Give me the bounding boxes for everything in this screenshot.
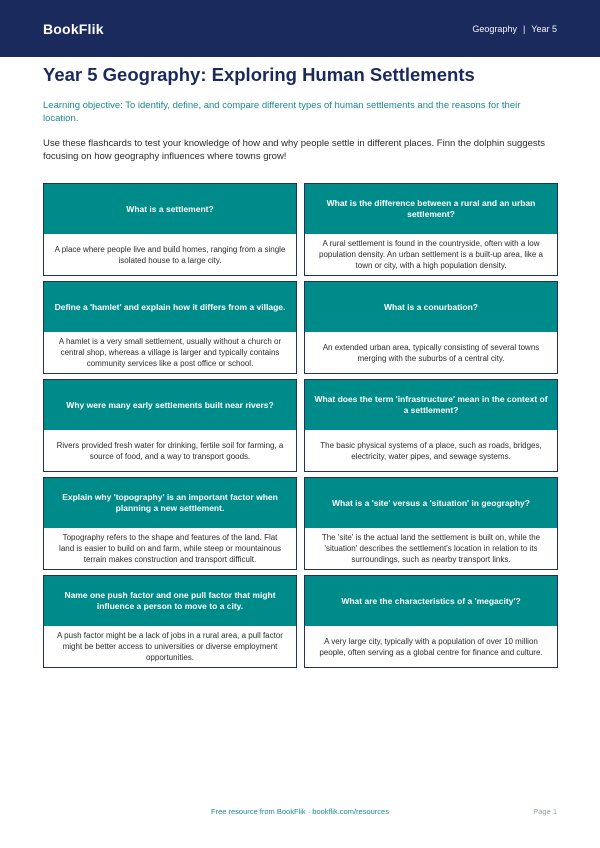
brand-logo[interactable]: BookFlik (43, 20, 104, 37)
flashcard-answer: An extended urban area, typically consisting of several towns merging with the suburbs of a central city. (322, 342, 540, 363)
flashcard-3[interactable] (43, 281, 297, 374)
flashcard-10[interactable] (304, 575, 558, 668)
flashcard-answer: A place where people live and build homes, ranging from a single isolated house to a large city. (54, 244, 286, 265)
flashcard-answer: A very large city, typically with a population of over 10 million people, often serving as a global centre for finance and culture. (319, 636, 543, 657)
flashcard-question: What are the characteristics of a 'megacity'? (305, 576, 557, 626)
flashcard-2[interactable] (304, 183, 558, 276)
flashcard-answer: Topography refers to the shape and features of the land. Flat land is easier to build on and farm, while steep or mountainous terrain makes construction and transport difficult. (59, 533, 281, 564)
footer-resource-link[interactable]: Free resource from BookFlik · bookflik.com/resources (211, 807, 389, 816)
flashcard-7[interactable] (43, 477, 297, 570)
page-title: Year 5 Geography: Exploring Human Settlements (43, 64, 475, 85)
page-number: Page 1 (533, 807, 557, 816)
flashcard-question: Explain why 'topography' is an important factor when planning a new settlement. (44, 478, 296, 528)
flashcard-5[interactable] (43, 379, 297, 472)
flashcard-question: Define a 'hamlet' and explain how it differs from a village. (44, 282, 296, 332)
flashcard-answer: A hamlet is a very small settlement, usually without a church or central shop, whereas a village is larger and typically contains community services like a post office or school. (58, 337, 282, 368)
learning-objective: Learning objective: To identify, define, and compare different types of human settlements and the reasons for their location. (43, 100, 521, 124)
flashcard-8[interactable] (304, 477, 558, 570)
flashcard-answer: A rural settlement is found in the countryside, often with a low population density. An urban settlement is a built-up area, like a town or city, with a high population density. (319, 239, 543, 270)
flashcard-9[interactable] (43, 575, 297, 668)
breadcrumb-separator: | (522, 23, 526, 34)
flashcard-answer: The basic physical systems of a place, such as roads, bridges, electricity, water pipes, and sewage systems. (320, 440, 542, 461)
flashcard-6[interactable] (304, 379, 558, 472)
flashcard-question: What is the difference between a rural and an urban settlement? (305, 184, 557, 234)
flashcard-question: Name one push factor and one pull factor that might influence a person to move to a city. (44, 576, 296, 626)
flashcard-question: Why were many early settlements built near rivers? (44, 380, 296, 430)
intro-text: Use these flashcards to test your knowledge of how and why people settle in different places. Finn the dolphin suggests focusing on how geography influences where towns grow! (43, 138, 546, 162)
breadcrumb-year: Year 5 (531, 23, 557, 34)
flashcard-question: What is a settlement? (44, 184, 296, 234)
breadcrumb (472, 24, 557, 34)
breadcrumb-subject: Geography (472, 23, 517, 34)
flashcard-answer: The 'site' is the actual land the settlement is built on, while the 'situation' describes the settlement's location in relation to its surroundings, such as nearby transport links. (321, 533, 541, 564)
top-header-bar (0, 0, 600, 57)
flashcard-question: What does the term 'infrastructure' mean in the context of a settlement? (305, 380, 557, 430)
flashcard-4[interactable] (304, 281, 558, 374)
flashcard-answer: A push factor might be a lack of jobs in a rural area, a pull factor might be better access to universities or diverse employment opportunities. (57, 631, 283, 662)
flashcard-question: What is a 'site' versus a 'situation' in geography? (305, 478, 557, 528)
flashcard-1[interactable] (43, 183, 297, 276)
flashcard-answer: Rivers provided fresh water for drinking, fertile soil for farming, a source of food, and a way to transport goods. (56, 440, 284, 461)
flashcard-question: What is a conurbation? (305, 282, 557, 332)
